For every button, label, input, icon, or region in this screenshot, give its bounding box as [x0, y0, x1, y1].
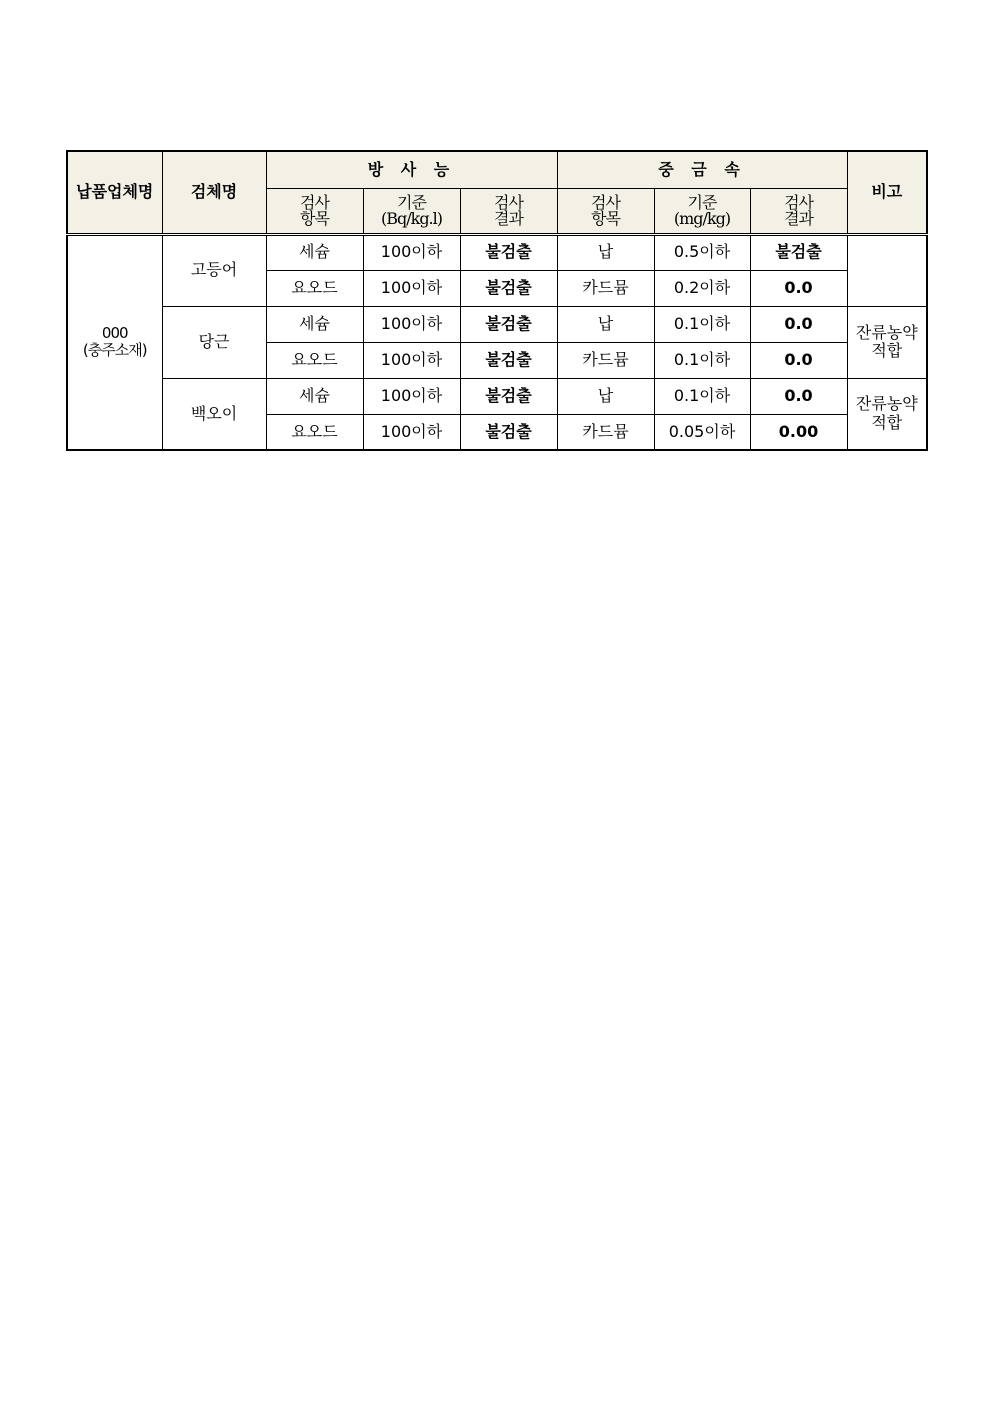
hm-item-cell: 카드뮴	[557, 342, 654, 378]
header-vendor: 납품업체명	[67, 151, 162, 234]
hm-standard-cell: 0.2이하	[654, 270, 750, 306]
header-heavy-metals: 중 금 속	[557, 151, 847, 188]
header-radioactivity: 방 사 능	[266, 151, 557, 188]
hm-result-cell: 0.0	[750, 306, 847, 342]
table-row	[67, 306, 927, 342]
hm-result-cell: 0.0	[750, 378, 847, 414]
table-row	[67, 234, 927, 270]
hm-item-cell: 납	[557, 234, 654, 270]
hm-standard-cell: 0.1이하	[654, 342, 750, 378]
rad-result-cell: 불검출	[460, 342, 557, 378]
hm-result-cell: 0.0	[750, 342, 847, 378]
specimen-cell: 백오이	[162, 378, 266, 450]
remark-cell: 잔류농약 적합	[847, 378, 927, 450]
hm-standard-cell: 0.1이하	[654, 306, 750, 342]
hm-result-cell: 0.00	[750, 414, 847, 450]
hm-standard-cell: 0.1이하	[654, 378, 750, 414]
rad-item-cell: 요오드	[266, 414, 363, 450]
rad-item-cell: 세슘	[266, 234, 363, 270]
vendor-cell: 000 (충주소재)	[67, 234, 162, 450]
hm-result-cell: 불검출	[750, 234, 847, 270]
rad-standard-cell: 100이하	[363, 306, 460, 342]
remark-cell: 잔류농약 적합	[847, 306, 927, 378]
table-row	[67, 378, 927, 414]
header-hm-standard: 기준 (mg/kg)	[654, 188, 750, 234]
rad-result-cell: 불검출	[460, 378, 557, 414]
hm-result-cell: 0.0	[750, 270, 847, 306]
rad-item-cell: 요오드	[266, 342, 363, 378]
rad-item-cell: 세슘	[266, 378, 363, 414]
header-rad-standard: 기준 (Bq/kg.l)	[363, 188, 460, 234]
rad-item-cell: 세슘	[266, 306, 363, 342]
header-remarks: 비고	[847, 151, 927, 234]
header-rad-item: 검사 항목	[266, 188, 363, 234]
hm-standard-cell: 0.05이하	[654, 414, 750, 450]
rad-standard-cell: 100이하	[363, 378, 460, 414]
header-hm-item: 검사 항목	[557, 188, 654, 234]
hm-item-cell: 납	[557, 306, 654, 342]
rad-result-cell: 불검출	[460, 270, 557, 306]
specimen-cell: 고등어	[162, 234, 266, 306]
rad-result-cell: 불검출	[460, 234, 557, 270]
rad-result-cell: 불검출	[460, 414, 557, 450]
hm-item-cell: 납	[557, 378, 654, 414]
header-specimen: 검체명	[162, 151, 266, 234]
rad-standard-cell: 100이하	[363, 234, 460, 270]
remark-cell	[847, 234, 927, 306]
table-header	[67, 151, 927, 234]
rad-standard-cell: 100이하	[363, 342, 460, 378]
specimen-cell: 당근	[162, 306, 266, 378]
hm-standard-cell: 0.5이하	[654, 234, 750, 270]
header-hm-result: 검사 결과	[750, 188, 847, 234]
rad-item-cell: 요오드	[266, 270, 363, 306]
table-body	[67, 234, 927, 450]
inspection-results-table	[66, 150, 928, 451]
header-rad-result: 검사 결과	[460, 188, 557, 234]
rad-result-cell: 불검출	[460, 306, 557, 342]
rad-standard-cell: 100이하	[363, 414, 460, 450]
hm-item-cell: 카드뮴	[557, 414, 654, 450]
hm-item-cell: 카드뮴	[557, 270, 654, 306]
rad-standard-cell: 100이하	[363, 270, 460, 306]
